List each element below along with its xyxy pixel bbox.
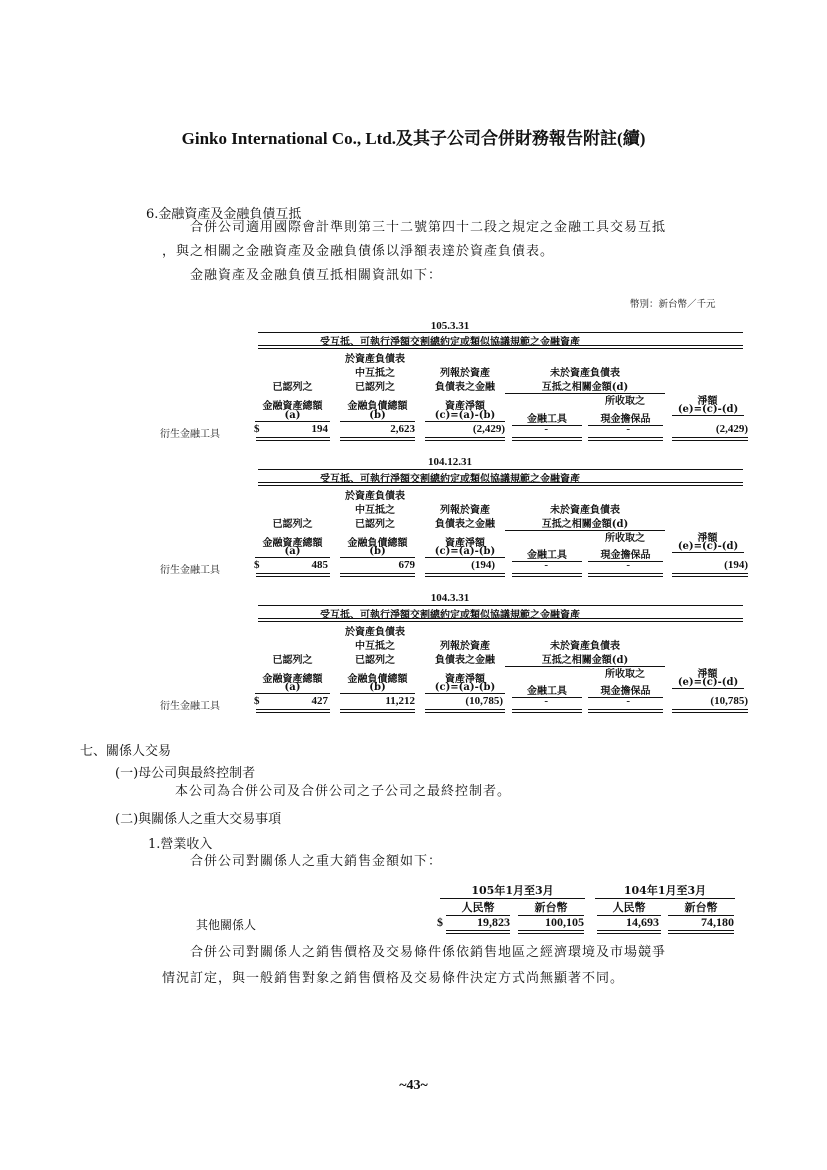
col-header-d2: 現金擔保品 xyxy=(588,546,663,562)
col-header-c-line4: (c)=(a)-(b) xyxy=(425,546,505,558)
table-date: 104.3.31 xyxy=(430,592,470,604)
dollar-sign: $ xyxy=(254,695,260,707)
col-header-b-line2: 已認列之 xyxy=(355,655,395,666)
dollar-sign: $ xyxy=(437,915,443,929)
col-header-c-line2: 負債表之金融 xyxy=(435,382,495,393)
page-number: ~43~ xyxy=(399,1078,428,1093)
currency-rmb-1: 人民幣 xyxy=(446,899,510,916)
col-header-a-line2: 金融資產總額 xyxy=(262,401,323,412)
subheading-parent: (一)母公司與最終控制者 xyxy=(115,766,256,781)
col-header-a-line2: 金融資產總額 xyxy=(262,674,323,685)
col-header-b-line3: 金融負債總額 xyxy=(347,401,408,412)
col-header-b-line0: 於資產負債表 xyxy=(345,354,405,365)
offset-paragraph-line2: ，與之相關之金融資產及金融負債係以淨額表達於資產負債表。 xyxy=(162,244,555,259)
col-header-b-line3: 金融負債總額 xyxy=(347,538,408,549)
section-heading-related-party: 七、關係人交易 xyxy=(80,744,172,759)
col-header-b-line2: 已認列之 xyxy=(355,519,395,530)
offset-paragraph-line1: 合併公司適用國際會計準則第三十二號第四十二段之規定之金融工具交易互抵 xyxy=(190,220,667,235)
col-header-d2: 現金擔保品 xyxy=(588,682,663,698)
value-d2: - xyxy=(626,559,630,571)
col-header-d2: 現金擔保品 xyxy=(588,410,663,426)
row-label: 衍生金融工具 xyxy=(160,701,220,712)
value-a: 194 xyxy=(311,423,328,435)
value-d1: - xyxy=(544,559,548,571)
table-section-title: 受互抵、可執行淨額交割總約定或類似協議規範之金融資產 xyxy=(320,474,580,485)
value-c: (2,429) xyxy=(472,423,505,435)
offset-paragraph-line3: 金融資產及金融負債互抵相關資訊如下： xyxy=(190,268,443,283)
col-header-a-line3: (a) xyxy=(255,682,330,694)
row-label: 衍生金融工具 xyxy=(160,429,220,440)
closing-paragraph-line1: 合併公司對關係人之銷售價格及交易條件係依銷售地區之經濟環境及市場競爭 xyxy=(190,945,667,960)
col-header-offset-title: 未於資產負債表 xyxy=(550,368,620,379)
col-header-b-line0: 於資產負債表 xyxy=(345,627,405,638)
currency-ntd-1: 新台幣 xyxy=(518,899,584,916)
col-header-b-line4: (b) xyxy=(340,410,415,422)
col-header-a-line3: (a) xyxy=(255,410,330,422)
col-header-b-line2: 已認列之 xyxy=(355,382,395,393)
value-c: (10,785) xyxy=(465,695,503,707)
col-header-d2-line1: 所收取之 xyxy=(605,669,645,680)
col-header-b-line1: 中互抵之 xyxy=(355,505,395,516)
col-header-e-line1: 淨額 xyxy=(697,669,718,680)
col-header-c-line1: 列報於資產 xyxy=(440,368,490,379)
value-d1: - xyxy=(544,695,548,707)
value-e: (10,785) xyxy=(710,695,748,707)
col-header-offset-title: 未於資產負債表 xyxy=(550,505,620,516)
col-header-c-line4: (c)=(a)-(b) xyxy=(425,682,505,694)
col-header-d1: 金融工具 xyxy=(512,410,582,426)
col-header-c-line4: (c)=(a)-(b) xyxy=(425,410,505,422)
col-header-d1: 金融工具 xyxy=(512,546,582,562)
col-header-b-line4: (b) xyxy=(340,682,415,694)
col-header-d1: 金融工具 xyxy=(512,682,582,698)
col-header-b-line3: 金融負債總額 xyxy=(347,674,408,685)
col-header-b-line4: (b) xyxy=(340,546,415,558)
col-header-c-line3: 資產淨額 xyxy=(445,538,485,549)
table-date: 104.12.31 xyxy=(428,456,472,468)
period-2016q1: 105年1月至3月 xyxy=(440,882,585,899)
col-header-e-line2: (e)=(c)-(d) xyxy=(672,404,744,416)
col-header-b-line0: 於資產負債表 xyxy=(345,491,405,502)
value-c: (194) xyxy=(471,559,495,571)
col-header-a-line2: 金融資產總額 xyxy=(262,538,323,549)
col-header-c-line1: 列報於資產 xyxy=(440,641,490,652)
col-header-offset-title: 未於資產負債表 xyxy=(550,641,620,652)
col-header-a-line1: 已認列之 xyxy=(272,519,313,530)
col-header-e-line1: 淨額 xyxy=(697,396,718,407)
table-section-title: 受互抵、可執行淨額交割總約定或類似協議規範之金融資產 xyxy=(320,610,580,621)
value-a: 427 xyxy=(311,695,328,707)
col-header-b-line1: 中互抵之 xyxy=(355,368,395,379)
value-d2: - xyxy=(626,423,630,435)
value-e: (2,429) xyxy=(715,423,748,435)
offset-heading: 6.金融資產及金融負債互抵 xyxy=(146,207,302,222)
dollar-sign: $ xyxy=(254,423,260,435)
col-header-a-line1: 已認列之 xyxy=(272,382,313,393)
col-header-e-line2: (e)=(c)-(d) xyxy=(672,541,744,553)
col-header-d2-line1: 所收取之 xyxy=(605,533,645,544)
col-header-a-line3: (a) xyxy=(255,546,330,558)
col-header-offset-title2: 互抵之相關金額(d) xyxy=(505,651,665,667)
closing-paragraph-line2: 情況訂定，與一般銷售對象之銷售價格及交易條件決定方式尚無顯著不同。 xyxy=(162,971,625,986)
col-header-offset-title2: 互抵之相關金額(d) xyxy=(505,515,665,531)
related-row-label: 其他關係人 xyxy=(196,918,257,932)
col-header-a-line1: 已認列之 xyxy=(272,655,313,666)
value-2015-ntd: 74,180 xyxy=(701,915,734,929)
value-d2: - xyxy=(626,695,630,707)
page-title: Ginko International Co., Ltd.及其子公司合併財務報告附註(續) xyxy=(181,129,646,148)
row-label: 衍生金融工具 xyxy=(160,565,220,576)
col-header-c-line3: 資產淨額 xyxy=(445,401,485,412)
col-header-d2-line1: 所收取之 xyxy=(605,396,645,407)
col-header-b-line1: 中互抵之 xyxy=(355,641,395,652)
value-b: 11,212 xyxy=(385,695,415,707)
subheading-transactions: (二)與關係人之重大交易事項 xyxy=(115,812,282,827)
value-b: 2,623 xyxy=(390,423,415,435)
col-header-e-line1: 淨額 xyxy=(697,533,718,544)
currency-rmb-2: 人民幣 xyxy=(597,899,661,916)
col-header-c-line2: 負債表之金融 xyxy=(435,519,495,530)
currency-unit: 幣別：新台幣／千元 xyxy=(630,299,716,310)
col-header-e-line2: (e)=(c)-(d) xyxy=(672,677,744,689)
col-header-c-line2: 負債表之金融 xyxy=(435,655,495,666)
currency-ntd-2: 新台幣 xyxy=(668,899,734,916)
period-2015q1: 104年1月至3月 xyxy=(595,882,735,899)
value-2016-rmb: 19,823 xyxy=(477,915,510,929)
item-operating-revenue: 1.營業收入 xyxy=(148,837,213,852)
parent-paragraph: 本公司為合併公司及合併公司之子公司之最終控制者。 xyxy=(175,784,512,799)
dollar-sign: $ xyxy=(254,559,260,571)
col-header-c-line1: 列報於資產 xyxy=(440,505,490,516)
revenue-intro: 合併公司對關係人之重大銷售金額如下： xyxy=(190,854,443,869)
value-b: 679 xyxy=(398,559,415,571)
col-header-offset-title2: 互抵之相關金額(d) xyxy=(505,378,665,394)
value-d1: - xyxy=(544,423,548,435)
value-2015-rmb: 14,693 xyxy=(626,915,659,929)
table-section-title: 受互抵、可執行淨額交割總約定或類似協議規範之金融資產 xyxy=(320,337,580,348)
value-a: 485 xyxy=(311,559,328,571)
value-e: (194) xyxy=(724,559,748,571)
table-date: 105.3.31 xyxy=(430,320,470,332)
value-2016-ntd: 100,105 xyxy=(545,915,584,929)
col-header-c-line3: 資產淨額 xyxy=(445,674,485,685)
